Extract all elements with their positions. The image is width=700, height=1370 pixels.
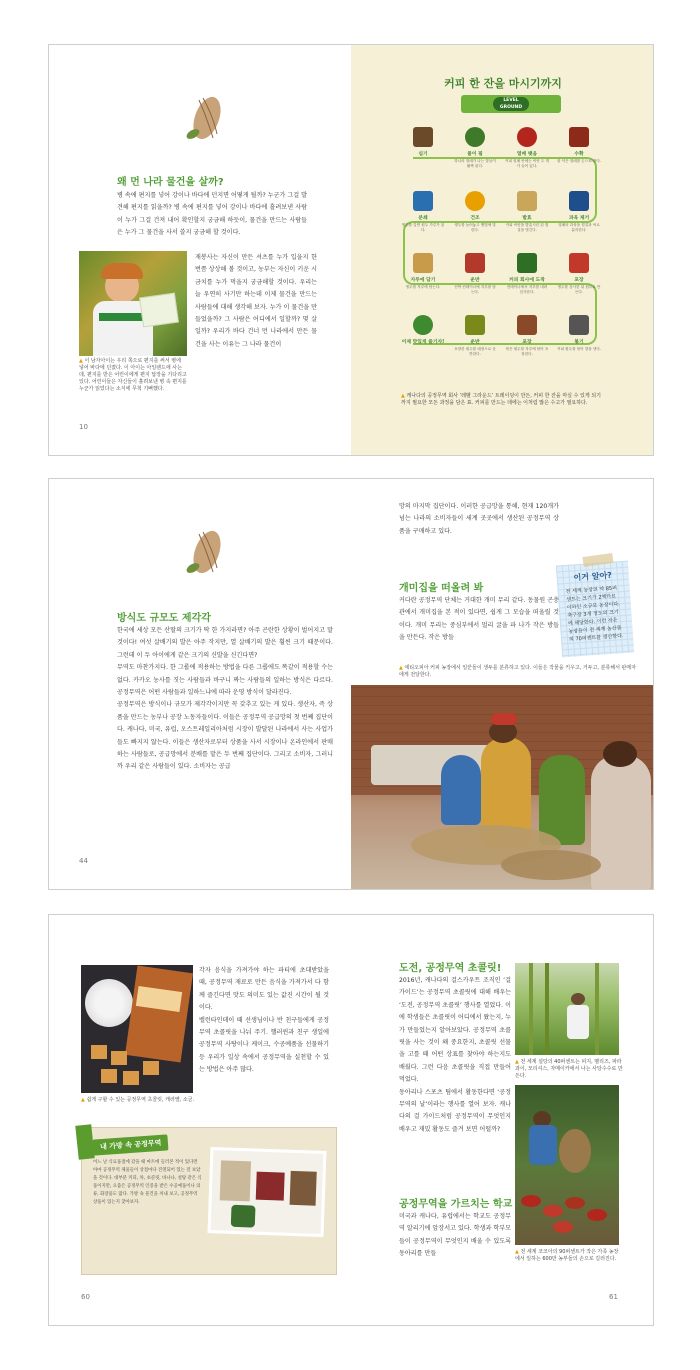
page-number: 10 [79, 423, 88, 431]
section-title: 개미집을 떠올려 봐 [399, 583, 484, 594]
level-ground-logo: LEVEL GROUND [461, 95, 561, 113]
section-title: 공정무역을 가르치는 학교 [399, 1199, 513, 1210]
book-spread-3 [48, 914, 654, 1326]
step-fermenting: 발효 커피 씨앗을 발효시킨 뒤 껍질을 벗긴다. [505, 191, 549, 232]
photo-caption: ▲ 전 세계 설탕의 40퍼센트는 피지, 벨리즈, 파라과이, 모리셔스, 자메이카에서 나는 사탕수수로 만든다. [515, 1059, 623, 1080]
step-fruiting: 열매 맺음 커피 열매 안에는 씨앗 두 개가 들어 있다. [505, 127, 549, 168]
cacao-pod-icon [179, 524, 229, 582]
step-delivery: 운반 포장한 원두를 매장으로 운반한다. [453, 315, 497, 356]
body-paragraph: 미국과 캐나다, 유럽에서는 학교도 공정무역 알리기에 앞장서고 있다. 학생과 학부모들이 공정무역이 무엇인지 배울 수 있도록 동아리를 만들 [399, 1213, 511, 1258]
body-paragraph: 병 속에 편지를 넣어 강이나 바다에 던지면 어떻게 될까? 누군가 그걸 발견해 편지를 읽을까? 병 속에 편지를 넣어 강이나 바다에 흘려보낸 사람이 누가 그걸 건져 내어 확인할지 궁금해 하듯이, 물건을 만드는 사람들은 누가 그 물건을 사서 쓸지 궁금해 할 것이다. [117, 192, 307, 237]
cacao-farmer-photo [515, 1085, 619, 1245]
coffee-workers-photo [351, 685, 654, 890]
photo-caption: ▲ 에티오피아 커피 농장에서 일꾼들이 생두를 분류하고 있다. 이들은 작물을 키우고, 거두고, 분류해서 판매자에게 전달한다. [399, 665, 639, 679]
step-flowering: 물이 핌 하나의 열매가 나는 꽃들이 활짝 핀다. [453, 127, 497, 168]
step-drying: 건조 생두를 늘어놓고 햇빛에 말린다. [453, 191, 497, 232]
book-spread-1 [48, 44, 654, 456]
box-text: 어느 날 식료품점에 갔을 때 마트에 들러본 적이 있다면 아마 공정무역 제품들이 상점마다 진열되어 있는 걸 보았을 것이다. 대부분 커피, 차, 초콜릿, 바나나, 설탕 같은 식품이지만, 요즘은 공정무역 인증을 받은 수공예품이나 의류, 화장품도 많다. 가방 속 물건을 꺼내 보고, 공정무역 상품이 있는지 찾아보자. [93, 1160, 202, 1205]
section-title: 방식도 규모도 제각각 [117, 613, 211, 624]
did-you-know-note: 이거 알아? 전 세계 농장의 약 85퍼센트는 크기가 2헥타르 이하인 소규모 농장이다. 축구장 3개 정도의 크기에 해당한다. 이런 작은 농장들이 전 세계 농산물의 70퍼센트를 생산한다. [556, 561, 634, 658]
body-paragraph: 한국에 세상 모든 산딸의 크기가 딱 한 가지라면? 아주 곤란한 상황이 벌어지고 말 것이다! 여섯 살배기의 발은 아주 작지만, 열 살배기의 발은 훨씬 크기 때문이다. 그런데 이 두 아이에게 같은 크기의 신발을 신긴다면? 무역도 마찬가지다. 한 그룹에 적용하는 방법을 다른 그룹에도 똑같이 적용할 수는 없다. 카카오 농사를 짓는 사람들과 바구니 짜는 사람들의 일하는 방식은 다르다. 공정무역은 어떤 사람들과 일하느냐에 따라 운영 방식이 달라진다. 공정무역은 방식이나 규모가 제각각이지만 꼭 갖추고 있는 게 있다. 생산자, 즉 상품을 만드는 농부나 공장 노동자들이다. 이들은 공정무역 공급망의 첫 번째 집단이다. 캐나다, 미국, 유럽, 오스트레일리아처럼 시장이 발달된 나라에서 사는 사업가들도 빠지지 않는다. 이들은 생산자로부터 상품을 사서 시장이나 온라인에서 판매하는 사람들로, 공급망에서 분배를 맡은 두 번째 집단이다. 그리고 소비자, 그러니까 우리 같은 사람들이 있다. 소비자는 공급 [117, 627, 333, 771]
box-title-badge: 내 가방 속 공정무역 [93, 1134, 169, 1155]
bag-contents-photo [208, 1147, 327, 1237]
step-roasting: 볶기 커피 원두를 볶아 향을 낸다. [557, 315, 601, 352]
body-paragraph: 재봉사는 자신이 만든 셔츠를 누가 입을지 한번쯤 상상해 볼 것이고, 농부는 자신이 키운 시금치를 누가 먹을지 궁금해할 것이다. 우리는 늘 우연히 사기만 하는데 이제 물건을 만드는 사람들에 대해 생각해 보자. 누가 이 물건을 만들었을까? 그 사람은 어디에서 일할까? 몇 살일까? 우리가 바다 건너 먼 나라에서 만든 물건을 사는 이유는 그 나라 물건이 [195, 254, 317, 348]
step-shipping: 운반 선박 컨테이너에 자루를 담는다. [453, 253, 497, 294]
infographic-note: ▲ 캐나다의 공정무역 회사 ‘레벨 그라운드’ 트레이딩이 만든, 커피 한 잔을 마실 수 있게 되기까지 필요한 모든 과정을 담은 표. 커피를 만드는 데에는 이처럼 많은 수고가 필요하다. [401, 393, 601, 406]
section-title: 왜 먼 나라 물건을 살까? [117, 177, 224, 188]
photo-caption: ▲ 전 세계 코코아의 90퍼센트가 작은 가족 농장에서 일하는 600만 농부들의 손으로 길러진다. [515, 1249, 623, 1263]
section-title: 도전, 공정무역 초콜릿! [399, 963, 502, 974]
step-pulping: 과육 제거 열매의 과육을 껍질과 씨로 분리한다. [557, 191, 601, 232]
cacao-pod-icon [179, 90, 229, 148]
coffee-process-infographic [351, 45, 654, 456]
book-spread-2 [48, 478, 654, 890]
body-paragraph: 각자 음식을 가져가야 하는 파티에 초대받았을 때, 공정무역 재료로 만든 음식을 가져가서 다 함께 즐긴다면 맛도 의미도 있는 값진 시간이 될 것이다. 밸런타인데이 때 선생님이나 반 친구들에게 공정무역 초콜릿을 나눠 주기. 핼러윈과 친구 생일에 공정무역 사탕이나 케이크, 수공예품을 선물하기 등 우리가 일상 속에서 공정무역을 실천할 수 있는 방법은 아주 많다. [199, 967, 329, 1074]
step-grinding: 분쇄 생두를 갈면 원두 가루가 된다. [401, 191, 445, 232]
body-paragraph: 커다란 공정무역 단체는 거대한 개미 무리 같다. 동물원 곤충관에서 개미집을 본 적이 있다면, 쉽게 그 모습을 떠올릴 것이다. 개미 무리는 중심부에서 멀리 굴을 파 나가 작은 방들을 만든다. 작은 방들 [399, 597, 559, 642]
infographic-title: 커피 한 잔을 마시기까지 [444, 77, 562, 90]
fairtrade-products-photo [81, 965, 193, 1093]
photo-caption: ▲ 이 남자아이는 우리 쪽으로 편지를 써서 병에 넣어 바다에 던졌다. 이 아이는 아일랜드에 사는데, 편지를 받은 어린이에게 편지 답장을 기다리고 있다. 어린이들은 자신들이 흘려보낸 병 속 편지를 누군가 읽었다는 소식에 무척 기뻐했다. [79, 358, 187, 393]
step-enjoy: 이제 맛있게 즐기자! [401, 315, 445, 347]
body-paragraph: 망의 마지막 집단이다. 이러한 공급망을 통해, 현재 120개가 넘는 나라의 소비자들이 세계 곳곳에서 생산된 공정무역 상품을 구매하고 있다. [399, 503, 559, 535]
page-number: 60 [81, 1293, 90, 1301]
body-paragraph: 2016년, 캐나다의 걸스카우트 조직인 ‘걸 가이드’는 공정무역 초콜릿에 대해 배우는 ‘도전, 공정무역 초콜릿’ 행사를 열었다. 이에 학생들은 초콜릿이 어디에서 왔는지, 누가 만들었는지 알아보았다. 공정무역 초콜릿을 사는 것이 왜 중요한지, 초콜릿 선물을 고를 때 어떤 상표를 찾아야 하는지도 배웠다. 그런 다음 초콜릿을 직접 만들어 먹었다. 동아리나 스포츠 팀에서 활동한다면 ‘공정무역의 날’이라는 행사를 열어 보자. 캐나다의 걸 가이드처럼 공정무역이 무엇인지 배우고 재밌 활동도 즐겨 보면 어떨까? [399, 977, 511, 1133]
step-packing-red: 포장 생두를 검사한 뒤 원두로 만든다. [557, 253, 601, 294]
step-arrival: 커피 회사에 도착 컨테이너에서 자루를 내려 검사한다. [505, 253, 549, 294]
step-planting: 심기 [401, 127, 445, 159]
step-harvest: 수확 잘 익은 열매를 손으로 딴다. [557, 127, 601, 164]
boy-with-letter-photo [79, 251, 187, 356]
page-number: 44 [79, 857, 88, 865]
step-bagging: 자루에 담기 생두를 자루에 담는다. [401, 253, 445, 290]
step-packaging: 포장 볶은 원두를 자루에 담아 포장한다. [505, 315, 549, 356]
page-number: 61 [609, 1293, 618, 1301]
photo-caption: ▲ 쉽게 구할 수 있는 공정무역 초콜릿, 캐러멜, 소금. [81, 1097, 233, 1104]
sugarcane-farmer-photo [515, 963, 619, 1055]
